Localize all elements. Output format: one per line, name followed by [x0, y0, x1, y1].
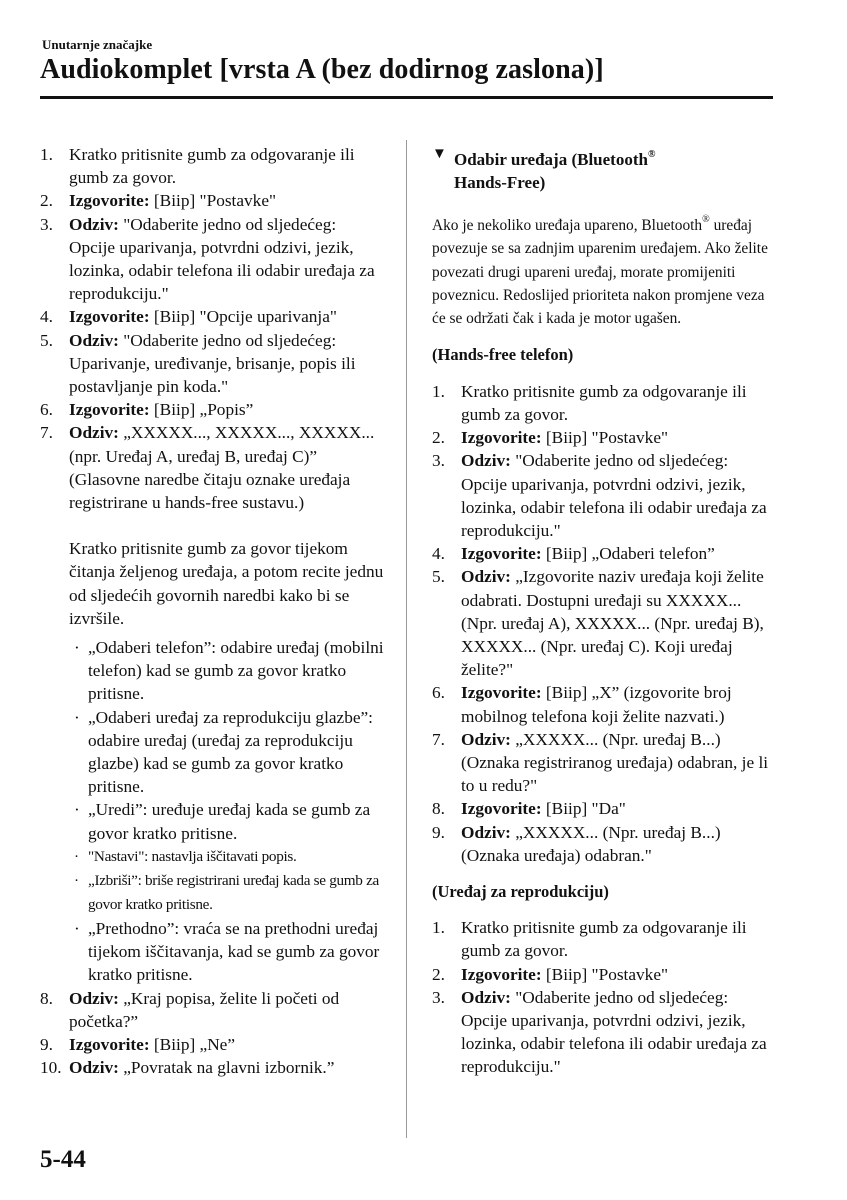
step-label: Izgovorite: [69, 1034, 150, 1054]
step-number: 3. [40, 214, 53, 234]
step-text: „XXXXX... (Npr. uređaj B...) (Oznaka uređaja) odabran." [461, 822, 721, 865]
bullet-icon: · [74, 800, 80, 820]
list-item [40, 143, 385, 189]
bullet-icon: · [74, 638, 80, 658]
step-label: Odziv: [461, 451, 511, 471]
command-bullets [40, 636, 385, 986]
list-item [74, 636, 385, 706]
list-item [432, 449, 777, 542]
step-text: "Odaberite jedno od sljedećeg: Opcije uparivanja, potvrdni odzivi, jezik, lozinka, odabir telefona ili odabir uređaja za reprodukciju." [461, 451, 767, 540]
step-text: Kratko pritisnite gumb za odgovaranje ili gumb za govor. [69, 145, 355, 188]
step-number: 8. [40, 988, 53, 1008]
intro-text-b: uređaj povezuje se sa zadnjim uparenim uređajem. Ako želite povezati drugi upareni uređaj, morate promijeniti poveznicu. Redoslijed prioriteta nakon promjene veza će se održati čak i kada je motor ugašen. [432, 217, 768, 328]
list-item [432, 728, 777, 798]
step-text: „XXXXX... (Npr. uređaj B...) (Oznaka registriranog uređaja) odabran, je li to u redu?" [461, 729, 769, 796]
list-item [432, 797, 777, 820]
list-item [74, 845, 385, 869]
heading-line1: Odabir uređaja (Bluetooth [454, 150, 648, 169]
step-label: Izgovorite: [69, 307, 150, 327]
spacer [432, 330, 777, 343]
bullet-text: „Odaberi uređaj za reprodukciju glazbe”: odabire uređaj (uređaj za reprodukciju glazbe) kad se gumb za govor kratko pritisne. [88, 707, 373, 797]
step-text: [Biip] „X” (izgovorite broj mobilnog telefona koji želite nazvati.) [461, 683, 732, 726]
step-label: Odziv: [461, 567, 511, 587]
step-label: Odziv: [69, 214, 119, 234]
step-number: 9. [40, 1034, 53, 1054]
page-number: 5-44 [40, 1146, 86, 1173]
left-column [40, 143, 385, 1079]
step-number: 3. [432, 987, 445, 1007]
step-number: 7. [40, 423, 53, 443]
step-number: 3. [432, 451, 445, 471]
bullet-text: „Uredi”: uređuje uređaj kada se gumb za govor kratko pritisne. [88, 800, 371, 843]
bullet-icon: · [74, 871, 79, 889]
list-item [432, 681, 777, 727]
subsection-heading-player: (Uređaj za reprodukciju) [432, 881, 609, 901]
spacer [40, 514, 385, 537]
step-text: Kratko pritisnite gumb za odgovaranje ili gumb za govor. [461, 918, 747, 961]
column-divider [406, 140, 407, 1138]
list-item [432, 380, 777, 426]
phone-steps [432, 380, 777, 867]
step-number: 5. [432, 567, 445, 587]
step-number: 2. [432, 964, 445, 984]
step-number: 9. [432, 822, 445, 842]
bullet-icon: · [74, 847, 79, 865]
list-item [432, 916, 777, 962]
list-item [74, 917, 385, 987]
bullet-text: „Prethodno”: vraća se na prethodni uređaj tijekom iščitavanja, kad se gumb za govor kratko pritisne. [88, 918, 380, 985]
intro-text-a: Ako je nekoliko uređaja upareno, Bluetooth [432, 217, 703, 234]
list-item [74, 869, 385, 917]
list-item [40, 329, 385, 399]
step-label: Izgovorite: [69, 191, 150, 211]
list-item [40, 1033, 385, 1056]
step-number: 1. [40, 145, 53, 164]
step-number: 7. [432, 729, 445, 749]
step-text: [Biip] „Popis” [149, 400, 254, 420]
step-text: "Odaberite jedno od sljedećeg: Opcije uparivanja, potvrdni odzivi, jezik, lozinka, odabir telefona ili odabir uređaja za reprodukciju." [461, 987, 767, 1077]
step-label: Odziv: [461, 729, 511, 749]
step-text: „Kraj popisa, želite li početi od početka?” [69, 988, 340, 1031]
list-item [40, 189, 385, 212]
spacer [432, 194, 777, 208]
step-label: Izgovorite: [461, 683, 542, 703]
spacer [432, 367, 777, 380]
list-item [432, 565, 777, 681]
bullet-text: "Nastavi": nastavlja iščitavati popis. [88, 847, 297, 865]
step-text: [Biip] "Da" [541, 799, 626, 819]
section-heading [432, 143, 777, 194]
list-item [74, 706, 385, 799]
intro-paragraph [432, 208, 777, 330]
step-number: 4. [432, 544, 445, 564]
step-label: Izgovorite: [461, 544, 542, 564]
list-item [40, 213, 385, 306]
step-text: [Biip] "Postavke" [541, 428, 669, 448]
heading-line2: Hands-Free) [454, 173, 546, 192]
step-text: [Biip] „Ne” [149, 1034, 236, 1054]
step-label: Izgovorite: [461, 964, 542, 984]
step-text: [Biip] "Opcije uparivanja" [149, 307, 337, 327]
page-title: Audiokomplet [vrsta A (bez dodirnog zaslona)] [40, 54, 604, 85]
step-label: Odziv: [461, 987, 511, 1007]
left-steps [40, 143, 385, 514]
step-label: Odziv: [69, 330, 119, 350]
list-item [432, 963, 777, 986]
step-label: Izgovorite: [461, 799, 542, 819]
title-rule [40, 96, 773, 99]
step-text: "Odaberite jedno od sljedećeg: Opcije uparivanja, potvrdni odzivi, jezik, lozinka, odabir telefona ili odabir uređaja za reprodukciju." [69, 214, 375, 304]
right-column [432, 143, 777, 1079]
step-label: Izgovorite: [69, 400, 150, 420]
bullet-text: „Odaberi telefon”: odabire uređaj (mobilni telefon) kad se gumb za govor kratko pritisne. [88, 638, 384, 704]
step-number: 6. [432, 683, 445, 703]
spacer [432, 867, 777, 880]
list-item [432, 986, 777, 1079]
bullet-text: „Izbriši”: briše registrirani uređaj kada se gumb za govor kratko pritisne. [88, 871, 379, 913]
step-text: „Izgovorite naziv uređaja koji želite odabrati. Dostupni uređaji su XXXXX... (Npr. uređaj A), XXXXX... (Npr. uređaj B), XXXXX... (Npr. uređaj C). Koji uređaj želite?" [461, 567, 764, 680]
step-text: „XXXXX..., XXXXX..., XXXXX... (npr. Uređaj A, uređaj B, uređaj C)” (Glasovne naredbe čitaju oznake uređaja registrirane u hands-free sustavu.) [69, 423, 375, 513]
registered-mark: ® [647, 149, 656, 160]
list-item [40, 398, 385, 421]
list-item [40, 987, 385, 1033]
list-item [40, 305, 385, 328]
subsection-heading-phone: (Hands-free telefon) [432, 345, 574, 365]
registered-mark: ® [702, 214, 710, 225]
step-number: 5. [40, 330, 53, 350]
step-text: „Povratak na glavni izbornik.” [118, 1058, 335, 1078]
step-label: Odziv: [69, 1058, 119, 1078]
step-number: 2. [40, 191, 53, 211]
step-number: 8. [432, 799, 445, 819]
triangle-marker-icon: ▼ [432, 146, 447, 162]
step-text: [Biip] "Postavke" [149, 191, 277, 211]
step-text: Kratko pritisnite gumb za odgovaranje ili gumb za govor. [461, 381, 747, 424]
section-label: Unutarnje značajke [42, 37, 153, 52]
step-number: 4. [40, 307, 53, 327]
step-label: Odziv: [69, 988, 119, 1008]
bullet-icon: · [74, 918, 80, 938]
step-text: [Biip] "Postavke" [541, 964, 669, 984]
step-label: Odziv: [461, 822, 511, 842]
instruction-paragraph: Kratko pritisnite gumb za govor tijekom čitanja željenog uređaja, a potom recite jednu od sljedećih govornih naredbi kako bi se izvršile. [69, 539, 384, 628]
step-number: 1. [432, 918, 445, 938]
list-item [432, 426, 777, 449]
step-number: 10. [40, 1058, 62, 1078]
spacer [432, 903, 777, 916]
list-item [74, 798, 385, 844]
list-item [40, 1056, 385, 1079]
list-item [432, 821, 777, 867]
bullet-icon: · [74, 707, 80, 727]
step-number: 2. [432, 428, 445, 448]
step-text: "Odaberite jedno od sljedećeg: Uparivanje, uređivanje, brisanje, popis ili postavljanje pin koda." [69, 330, 356, 397]
left-steps-end [40, 987, 385, 1080]
step-label: Odziv: [69, 423, 119, 443]
list-item [40, 421, 385, 514]
step-text: [Biip] „Odaberi telefon” [541, 544, 715, 564]
step-number: 6. [40, 400, 53, 420]
step-label: Izgovorite: [461, 428, 542, 448]
player-steps [432, 916, 777, 1078]
step-number: 1. [432, 381, 445, 401]
list-item [432, 542, 777, 565]
